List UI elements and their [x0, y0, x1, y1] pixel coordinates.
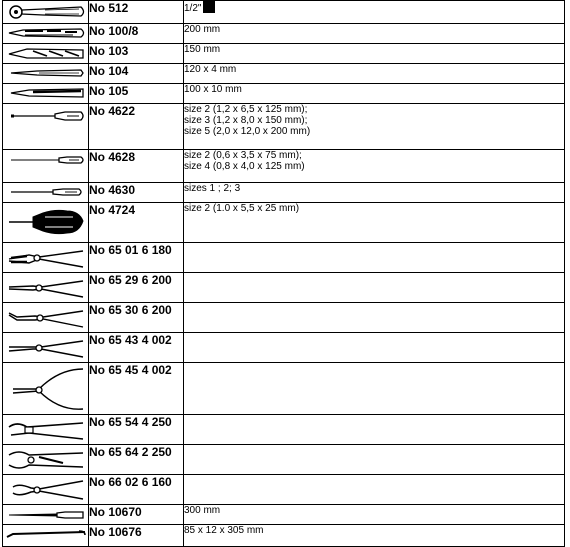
table-row	[3, 44, 565, 64]
tools-table	[2, 0, 565, 547]
article-number: No 4630	[89, 183, 184, 203]
article-number: No 65 43 4 002	[89, 333, 184, 363]
specification	[184, 415, 565, 445]
tool-image-cell	[3, 84, 89, 104]
spec-text: 1/2"	[184, 3, 202, 14]
article-number: No 4628	[89, 150, 184, 183]
table-row	[3, 525, 565, 547]
specification	[184, 243, 565, 273]
tool-image-cell	[3, 203, 89, 243]
table-row	[3, 475, 565, 505]
table-row	[3, 24, 565, 44]
table-row	[3, 445, 565, 475]
slotted-screwdriver-icon	[3, 104, 89, 149]
article-number: No 65 01 6 180	[89, 243, 184, 273]
table-row	[3, 303, 565, 333]
specification	[184, 333, 565, 363]
article-number: No 100/8	[89, 24, 184, 44]
tool-image-cell	[3, 104, 89, 150]
table-row	[3, 273, 565, 303]
thin-screwdriver-icon	[3, 150, 89, 182]
tool-image-cell	[3, 415, 89, 445]
specification	[184, 475, 565, 505]
stubby-screwdriver-icon	[3, 203, 89, 242]
article-number: No 65 29 6 200	[89, 273, 184, 303]
bent-nose-pliers-icon	[3, 303, 89, 332]
locking-pliers-icon	[3, 445, 89, 474]
external-circlip-pliers-icon	[3, 363, 89, 414]
table-row	[3, 333, 565, 363]
specification	[184, 273, 565, 303]
tool-image-cell	[3, 1, 89, 24]
long-nose-pliers-icon	[3, 273, 89, 302]
article-number: No 65 64 2 250	[89, 445, 184, 475]
specification	[184, 1, 565, 24]
specification: 120 x 4 mm	[184, 64, 565, 84]
tool-image-cell	[3, 333, 89, 363]
table-row	[3, 243, 565, 273]
specification: sizes 1 ; 2; 3	[184, 183, 565, 203]
specification	[184, 303, 565, 333]
tool-image-cell	[3, 44, 89, 64]
tool-image-cell	[3, 505, 89, 525]
tool-image-cell	[3, 475, 89, 505]
tool-image-cell	[3, 303, 89, 333]
chisel-icon	[3, 64, 89, 83]
table-row	[3, 150, 565, 183]
article-number: No 512	[89, 1, 184, 24]
specification: size 2 (0,6 x 3,5 x 75 mm); size 4 (0,8 x 4,0 x 125 mm)	[184, 150, 565, 183]
tool-image-cell	[3, 525, 89, 547]
specification: size 2 (1.0 x 5,5 x 25 mm)	[184, 203, 565, 243]
article-number: No 66 02 6 160	[89, 475, 184, 505]
specification	[184, 445, 565, 475]
specification: size 2 (1,2 x 6,5 x 125 mm); size 3 (1,2 x 8,0 x 150 mm); size 5 (2,0 x 12,0 x 200 mm)	[184, 104, 565, 150]
specification: 85 x 12 x 305 mm	[184, 525, 565, 547]
article-number: No 4622	[89, 104, 184, 150]
table-row	[3, 84, 565, 104]
punch-icon	[3, 84, 89, 103]
table-row	[3, 183, 565, 203]
tool-image-cell	[3, 183, 89, 203]
tool-image-cell	[3, 243, 89, 273]
specification: 150 mm	[184, 44, 565, 64]
table-row	[3, 1, 565, 24]
article-number: No 65 54 4 250	[89, 415, 184, 445]
diagonal-cutter-icon	[3, 475, 89, 504]
article-number: No 105	[89, 84, 184, 104]
table-row	[3, 203, 565, 243]
water-pump-pliers-icon	[3, 415, 89, 444]
specification: 100 x 10 mm	[184, 84, 565, 104]
tool-image-cell	[3, 363, 89, 415]
article-number: No 104	[89, 64, 184, 84]
combination-pliers-icon	[3, 243, 89, 272]
table-row	[3, 505, 565, 525]
square-drive-icon	[203, 1, 215, 13]
table-row	[3, 64, 565, 84]
table-row	[3, 363, 565, 415]
tool-image-cell	[3, 150, 89, 183]
specification: 200 mm	[184, 24, 565, 44]
article-number: No 10676	[89, 525, 184, 547]
file-icon	[3, 505, 89, 524]
article-number: No 103	[89, 44, 184, 64]
article-number: No 10670	[89, 505, 184, 525]
tool-image-cell	[3, 64, 89, 84]
table-row	[3, 415, 565, 445]
tool-image-cell	[3, 445, 89, 475]
circlip-pliers-icon	[3, 333, 89, 362]
article-number: No 65 30 6 200	[89, 303, 184, 333]
tool-image-cell	[3, 273, 89, 303]
phillips-screwdriver-icon	[3, 183, 89, 202]
specification	[184, 363, 565, 415]
specification: 300 mm	[184, 505, 565, 525]
article-number: No 4724	[89, 203, 184, 243]
scraper-icon	[3, 24, 89, 43]
crowbar-icon	[3, 525, 89, 546]
tool-image-cell	[3, 24, 89, 44]
ratchet-icon	[3, 1, 89, 23]
article-number: No 65 45 4 002	[89, 363, 184, 415]
marking-tool-icon	[3, 44, 89, 63]
table-row	[3, 104, 565, 150]
